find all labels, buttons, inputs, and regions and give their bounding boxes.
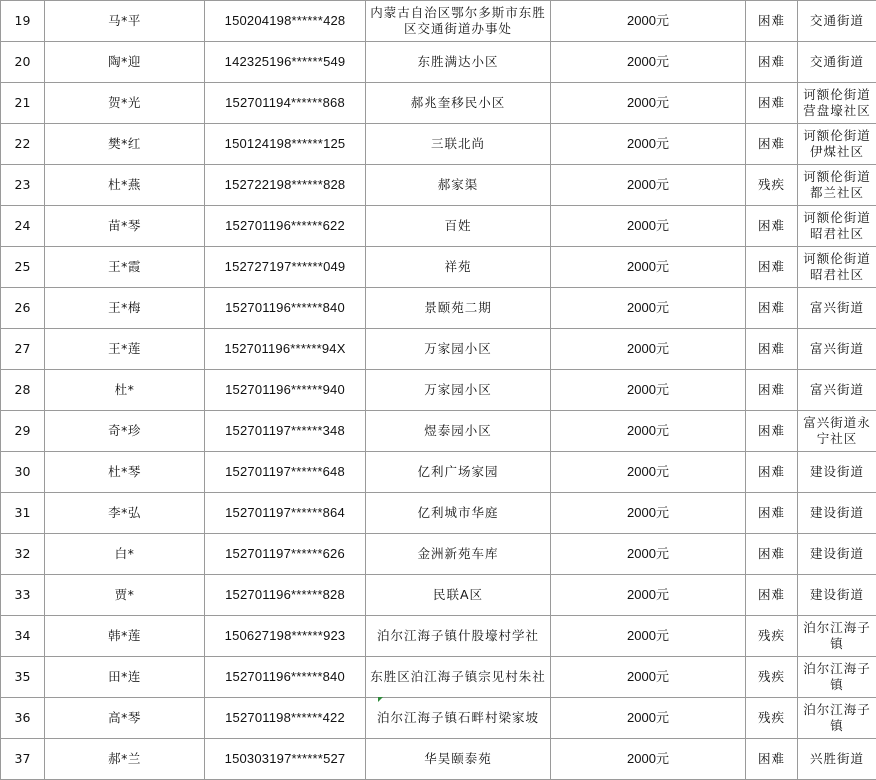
row-number-cell: 36 — [1, 698, 45, 739]
category-cell: 困难 — [746, 534, 798, 575]
name-cell: 白* — [45, 534, 205, 575]
id-number-cell: 152701196******940 — [205, 370, 366, 411]
amount-cell: 2000元 — [551, 1, 746, 42]
address-cell: 三联北尚 — [366, 124, 551, 165]
category-cell: 困难 — [746, 493, 798, 534]
street-cell: 诃额伦街道都兰社区 — [798, 165, 876, 206]
street-cell: 建设街道 — [798, 534, 876, 575]
category-cell: 困难 — [746, 329, 798, 370]
name-cell: 杜* — [45, 370, 205, 411]
street-cell: 富兴街道 — [798, 288, 876, 329]
table-row — [1, 739, 876, 780]
street-cell: 建设街道 — [798, 493, 876, 534]
name-cell: 苗*琴 — [45, 206, 205, 247]
name-cell: 高*琴 — [45, 698, 205, 739]
address-cell: 百姓 — [366, 206, 551, 247]
amount-cell: 2000元 — [551, 657, 746, 698]
street-cell: 兴胜街道 — [798, 739, 876, 780]
row-number-cell: 24 — [1, 206, 45, 247]
address-cell: 煜泰园小区 — [366, 411, 551, 452]
category-cell: 残疾 — [746, 165, 798, 206]
table-row — [1, 370, 876, 411]
amount-cell: 2000元 — [551, 493, 746, 534]
street-cell: 诃额伦街道伊煤社区 — [798, 124, 876, 165]
table-row — [1, 452, 876, 493]
id-number-cell: 142325196******549 — [205, 42, 366, 83]
row-number-cell: 19 — [1, 1, 45, 42]
id-number-cell: 152701198******422 — [205, 698, 366, 739]
amount-cell: 2000元 — [551, 124, 746, 165]
id-number-cell: 152701197******648 — [205, 452, 366, 493]
amount-cell: 2000元 — [551, 616, 746, 657]
id-number-cell: 152701197******864 — [205, 493, 366, 534]
row-number-cell: 28 — [1, 370, 45, 411]
street-cell: 诃额伦街道昭君社区 — [798, 247, 876, 288]
name-cell: 王*莲 — [45, 329, 205, 370]
name-cell: 田*连 — [45, 657, 205, 698]
table-body — [1, 1, 876, 780]
category-cell: 残疾 — [746, 698, 798, 739]
category-cell: 困难 — [746, 739, 798, 780]
amount-cell: 2000元 — [551, 165, 746, 206]
name-cell: 李*弘 — [45, 493, 205, 534]
street-cell: 泊尔江海子镇 — [798, 616, 876, 657]
name-cell: 奇*珍 — [45, 411, 205, 452]
address-cell: 景颐苑二期 — [366, 288, 551, 329]
amount-cell: 2000元 — [551, 42, 746, 83]
street-cell: 富兴街道 — [798, 329, 876, 370]
amount-cell: 2000元 — [551, 83, 746, 124]
id-number-cell: 152701196******828 — [205, 575, 366, 616]
street-cell: 富兴街道永宁社区 — [798, 411, 876, 452]
table-row — [1, 1, 876, 42]
id-number-cell: 150204198******428 — [205, 1, 366, 42]
table-row — [1, 616, 876, 657]
amount-cell: 2000元 — [551, 247, 746, 288]
id-number-cell: 150627198******923 — [205, 616, 366, 657]
address-cell: 民联A区 — [366, 575, 551, 616]
street-cell: 建设街道 — [798, 452, 876, 493]
address-cell: 泊尔江海子镇什股壕村学社 — [366, 616, 551, 657]
table-row — [1, 42, 876, 83]
street-cell: 泊尔江海子镇 — [798, 657, 876, 698]
row-number-cell: 27 — [1, 329, 45, 370]
address-cell: 亿利城市华庭 — [366, 493, 551, 534]
row-number-cell: 25 — [1, 247, 45, 288]
row-number-cell: 26 — [1, 288, 45, 329]
table-row — [1, 657, 876, 698]
category-cell: 困难 — [746, 411, 798, 452]
cell-comment-marker — [378, 697, 383, 702]
street-cell: 诃额伦街道昭君社区 — [798, 206, 876, 247]
name-cell: 韩*莲 — [45, 616, 205, 657]
id-number-cell: 152701197******348 — [205, 411, 366, 452]
row-number-cell: 29 — [1, 411, 45, 452]
table-row — [1, 124, 876, 165]
amount-cell: 2000元 — [551, 288, 746, 329]
table-row — [1, 411, 876, 452]
name-cell: 杜*琴 — [45, 452, 205, 493]
address-cell: 金洲新苑车库 — [366, 534, 551, 575]
amount-cell: 2000元 — [551, 698, 746, 739]
street-cell: 富兴街道 — [798, 370, 876, 411]
category-cell: 困难 — [746, 83, 798, 124]
row-number-cell: 34 — [1, 616, 45, 657]
id-number-cell: 152727197******049 — [205, 247, 366, 288]
row-number-cell: 30 — [1, 452, 45, 493]
amount-cell: 2000元 — [551, 370, 746, 411]
category-cell: 困难 — [746, 206, 798, 247]
category-cell: 困难 — [746, 452, 798, 493]
id-number-cell: 150303197******527 — [205, 739, 366, 780]
address-cell: 华昊颐泰苑 — [366, 739, 551, 780]
id-number-cell: 152701196******94X — [205, 329, 366, 370]
id-number-cell: 152701197******626 — [205, 534, 366, 575]
address-cell: 东胜满达小区 — [366, 42, 551, 83]
table-row — [1, 575, 876, 616]
table-row — [1, 698, 876, 739]
address-cell: 泊尔江海子镇石畔村梁家坡 — [366, 698, 551, 739]
table-row — [1, 493, 876, 534]
category-cell: 困难 — [746, 42, 798, 83]
address-cell: 郝兆奎移民小区 — [366, 83, 551, 124]
amount-cell: 2000元 — [551, 739, 746, 780]
table-row — [1, 288, 876, 329]
row-number-cell: 37 — [1, 739, 45, 780]
category-cell: 困难 — [746, 575, 798, 616]
category-cell: 困难 — [746, 288, 798, 329]
row-number-cell: 21 — [1, 83, 45, 124]
category-cell: 困难 — [746, 1, 798, 42]
street-cell: 诃额伦街道营盘壕社区 — [798, 83, 876, 124]
row-number-cell: 31 — [1, 493, 45, 534]
id-number-cell: 152722198******828 — [205, 165, 366, 206]
row-number-cell: 32 — [1, 534, 45, 575]
address-cell: 祥苑 — [366, 247, 551, 288]
table-row — [1, 206, 876, 247]
street-cell: 交通街道 — [798, 1, 876, 42]
row-number-cell: 33 — [1, 575, 45, 616]
category-cell: 困难 — [746, 370, 798, 411]
name-cell: 樊*红 — [45, 124, 205, 165]
address-cell: 万家园小区 — [366, 329, 551, 370]
address-cell: 郝家渠 — [366, 165, 551, 206]
name-cell: 陶*迎 — [45, 42, 205, 83]
category-cell: 困难 — [746, 124, 798, 165]
row-number-cell: 22 — [1, 124, 45, 165]
address-cell: 万家园小区 — [366, 370, 551, 411]
address-cell: 亿利广场家园 — [366, 452, 551, 493]
name-cell: 马*平 — [45, 1, 205, 42]
street-cell: 泊尔江海子镇 — [798, 698, 876, 739]
category-cell: 残疾 — [746, 616, 798, 657]
table-row — [1, 329, 876, 370]
category-cell: 残疾 — [746, 657, 798, 698]
row-number-cell: 35 — [1, 657, 45, 698]
id-number-cell: 152701194******868 — [205, 83, 366, 124]
name-cell: 贾* — [45, 575, 205, 616]
table-row — [1, 83, 876, 124]
street-cell: 交通街道 — [798, 42, 876, 83]
table-row — [1, 534, 876, 575]
amount-cell: 2000元 — [551, 411, 746, 452]
amount-cell: 2000元 — [551, 452, 746, 493]
amount-cell: 2000元 — [551, 534, 746, 575]
table-row — [1, 165, 876, 206]
address-cell: 内蒙古自治区鄂尔多斯市东胜区交通街道办事处 — [366, 1, 551, 42]
id-number-cell: 152701196******622 — [205, 206, 366, 247]
amount-cell: 2000元 — [551, 206, 746, 247]
row-number-cell: 20 — [1, 42, 45, 83]
name-cell: 杜*燕 — [45, 165, 205, 206]
name-cell: 郝*兰 — [45, 739, 205, 780]
table-row — [1, 247, 876, 288]
amount-cell: 2000元 — [551, 329, 746, 370]
id-number-cell: 152701196******840 — [205, 657, 366, 698]
category-cell: 困难 — [746, 247, 798, 288]
row-number-cell: 23 — [1, 165, 45, 206]
amount-cell: 2000元 — [551, 575, 746, 616]
name-cell: 贺*光 — [45, 83, 205, 124]
street-cell: 建设街道 — [798, 575, 876, 616]
address-cell: 东胜区泊江海子镇宗见村朱社 — [366, 657, 551, 698]
name-cell: 王*霞 — [45, 247, 205, 288]
id-number-cell: 152701196******840 — [205, 288, 366, 329]
name-cell: 王*梅 — [45, 288, 205, 329]
id-number-cell: 150124198******125 — [205, 124, 366, 165]
